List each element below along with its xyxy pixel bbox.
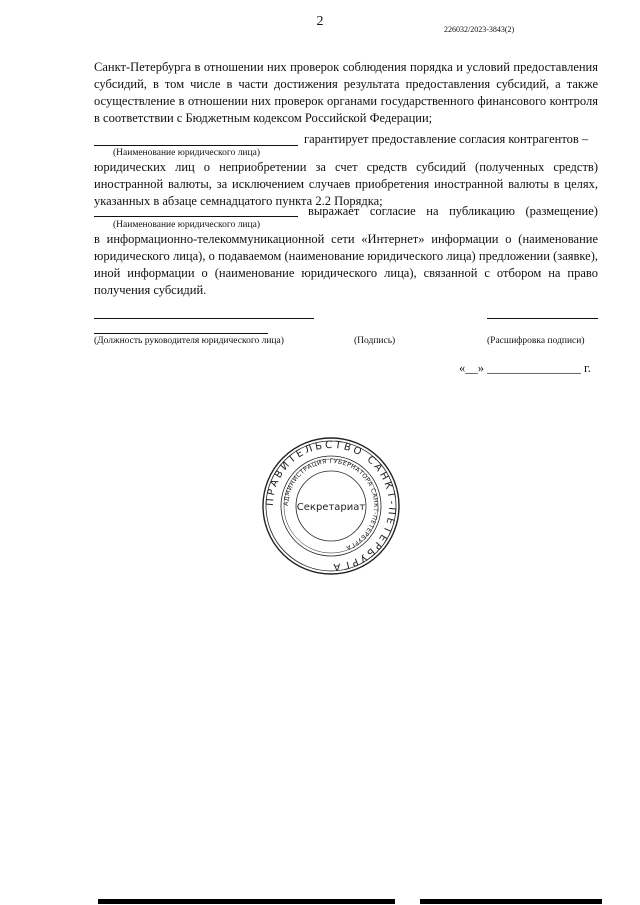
- signature-line-top-right: [487, 318, 598, 319]
- paragraph-consent-rest: в информационно-телекоммуникационной сети «Интернет» информации о (наименование юридического лица), о подаваемом (наименование юридического лица) предложении (заявке), иной информации о (наименование юридического лица), связанной с отбором на право получения субсидий.: [94, 232, 598, 297]
- caption-signature: (Подпись): [354, 336, 396, 346]
- seal-inner-text: АДМИНИСТРАЦИЯ ГУБЕРНАТОРА САНКТ-ПЕТЕРБУРГА: [282, 457, 380, 552]
- caption-entity-name-1: (Наименование юридического лица): [113, 148, 260, 158]
- footer-bar-right: [420, 899, 602, 904]
- caption-entity-name-2: (Наименование юридического лица): [113, 220, 260, 230]
- paragraph-consent-first-line: [308, 203, 598, 220]
- paragraph-control-checks: Санкт-Петербурга в отношении них проверок соблюдения порядка и условий предоставления субсидий, в том числе в части достижения результата предоставления субсидий, а также осуществление в отношении них проверок органами государственного финансового контроля в соответствии с Бюджетным кодексом Российской Федерации;: [94, 60, 598, 125]
- page-number: 2: [316, 14, 324, 29]
- word: публикацию: [449, 204, 515, 218]
- seal-graphic: [261, 436, 401, 576]
- fill-line-entity-name-2: [94, 216, 298, 217]
- fill-line-entity-name-1: [94, 145, 298, 146]
- paragraph-guarantee-first-line: гарантирует предоставление согласия контрагентов –: [304, 132, 589, 146]
- seal-outer-text: ПРАВИТЕЛЬСТВО САНКТ-ПЕТЕРБУРГА: [264, 439, 398, 573]
- word: (размещение): [525, 204, 598, 218]
- position-line: [94, 333, 268, 334]
- caption-position: (Должность руководителя юридического лица): [94, 336, 284, 346]
- date-field: «__» _______________ г.: [459, 361, 591, 375]
- word: согласие: [369, 204, 416, 218]
- signature-line-top-left: [94, 318, 314, 319]
- footer-bar-left: [98, 899, 395, 904]
- word: выражает: [308, 204, 360, 218]
- caption-signature-decoding: (Расшифровка подписи): [487, 336, 585, 346]
- paragraph-guarantee-rest: юридических лиц о неприобретении за счет средств субсидий (полученных средств) иностранной валюты, за исключением случаев приобретения иностранной валюты в целях, указанных в абзаце семнадцатого пункта 2.2 Порядка;: [94, 160, 598, 208]
- document-id: 226032/2023-3843(2): [444, 25, 515, 34]
- seal-center-text: Секретариат: [296, 502, 366, 513]
- official-seal: [261, 436, 401, 576]
- word: на: [426, 204, 439, 218]
